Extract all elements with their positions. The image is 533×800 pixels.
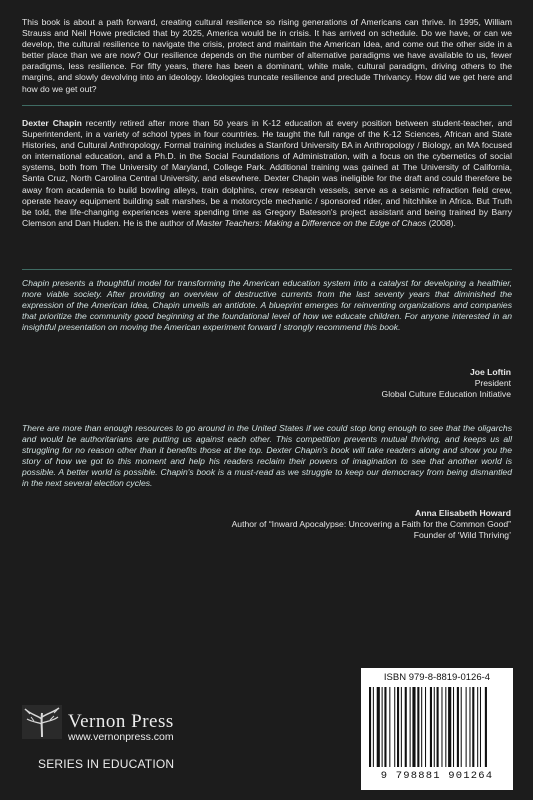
author-bio-text: recently retired after more than 50 years in K-12 education at every position between student-teacher, and Superintendent, in a variety of school types in four countries. He taught the full range of the K-12 Sciences, African and State Histories, and Cultural Anthropology. Formal training includes a Stanford University BA in Anthropology / Biology, an MA focused on international education, and a Ph.D. in the Social Foundations of Administration, with a focus on the cybernetics of social systems, both from The University of Maryland, College Park. Additional training was gained at The University of California, Santa Cruz, North Carolina Central University, and elsewhere. Dexter Chapin was ineligible for the draft and could therefore be away from academia to build bowling alleys, train dolphins, crew research vessels, serve as a seismic refraction field crew, operate heavy equipment building salt marshes, be a motorcycle mechanic / sponsored rider, and hitchhike in Africa. But Truth be told, the life-changing experiences were spending time as Gregory Bateson's project assistant and being trained by Barry Clemson and Dan Huden. He is the author of <box>22 118 512 228</box>
barcode-icon <box>365 685 509 773</box>
review-attribution <box>232 508 511 542</box>
divider <box>22 105 512 106</box>
reviewer-credit: Author of “Inward Apocalypse: Uncovering a Faith for the Common Good” <box>231 519 511 530</box>
isbn-label: ISBN 979-8-8819-0126-4 <box>383 672 491 683</box>
author-book-year: (2008). <box>426 217 456 228</box>
series-name: SERIES IN EDUCATION <box>38 757 175 771</box>
barcode-digits: 9 798881 901264 <box>380 770 494 782</box>
publisher-block <box>22 705 262 771</box>
synopsis-paragraph: This book is about a path forward, creating cultural resilience so rising generations of Americans can thrive. In 1995, William Strauss and Neil Howe predicted that by 2025, America would be in crisis. It has arrived on schedule. Do we have, or can we develop, the cultural resilience to navigate the crisis, protect and maintain the American Idea, and come out the other side in a better place than we are now? Our resilience depends on the number of alternative paradigms we have available to us, fewer paradigms, less resilience. For fifty years, there has been a dominant, white male, cultural paradigm, driving others to the margins, and slowly devolving into an ideology. Ideologies truncate resilience and preclude Thrivancy. How did we get here and how do we get out? <box>22 17 512 94</box>
reviewer-name: Anna Elisabeth Howard <box>415 508 511 518</box>
review-quote: Chapin presents a thoughtful model for transforming the American education system into a catalyst for developing a healthier, more viable society. After providing an overview of destructive currents from the last seventy years that diminished the expression of the American Idea, Chapin unveils an antidote. A blueprint emerges for reinventing organizations and companies that prioritize the community good beginning at the foundational level of how we educate children. For anyone interested in an insightful presentation on moving the American experiment forward I strongly recommend this book. <box>22 278 512 333</box>
barcode-panel <box>361 668 513 790</box>
author-name: Dexter Chapin <box>22 118 82 128</box>
publisher-name: Vernon Press <box>68 711 174 732</box>
reviewer-role: President <box>474 378 511 389</box>
reviewer-credit: Founder of ‘Wild Thriving’ <box>413 530 511 541</box>
divider <box>22 269 512 270</box>
publisher-url: www.vernonpress.com <box>68 731 174 743</box>
review-attribution <box>382 367 511 401</box>
author-book-title: Master Teachers: Making a Difference on the Edge of Chaos <box>195 217 427 228</box>
reviewer-org: Global Culture Education Initiative <box>381 389 511 400</box>
reviewer-name: Joe Loftin <box>469 367 511 377</box>
review-quote: There are more than enough resources to go around in the United States if we could stop long enough to see that the oligarchs and would be authoritarians are putting us against each other. This competition prevents mutual thriving, and keeps us all struggling for no reason other than it benefits those at the top. Dexter Chapin's book will take readers along and show you the story of how we got to this moment and help his readers reclaim their powers of imagination to see that another world is possible. A better world is possible. Chapin's book is a must-read as we struggle to keep our democracy from being dismantled in the next several election cycles. <box>22 423 512 489</box>
author-bio <box>22 118 512 229</box>
vernon-press-logo-icon <box>22 705 62 739</box>
